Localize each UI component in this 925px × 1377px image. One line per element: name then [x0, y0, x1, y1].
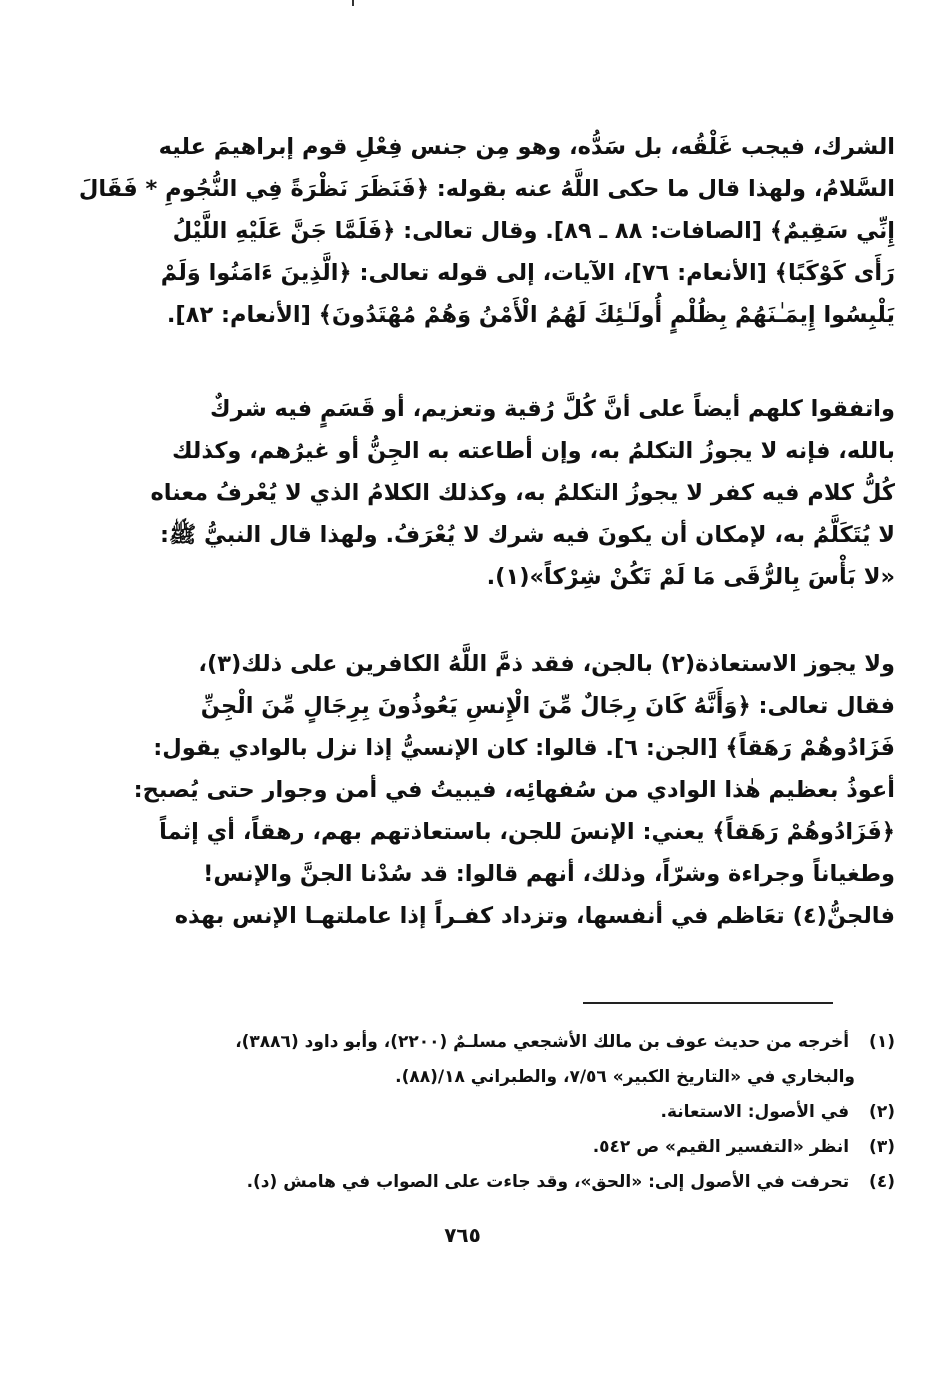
- text-line: فالجنُّ(٤) تعَاظم في أنفسها، وتزداد كفـراً إذا عاملتهـا الإنس بهذه: [174, 903, 895, 929]
- text-line: يَلْبِسُوا إِيمَـٰنَهُمْ بِظُلْمٍ أُولَـٰئِكَ لَهُمُ الْأَمْنُ وَهُمْ مُهْتَدُونَ﴾ [الأنعام: ٨٢].: [166, 302, 895, 328]
- footnote-text: أخرجه من حديث عوف بن مالك الأشجعي مسلـمٌ (٢٢٠٠)، وأبو داود (٣٨٨٦)،: [235, 1032, 850, 1052]
- paragraph-3: [133, 643, 895, 937]
- text-line: لا يُتَكَلَّمُ به، لإمكان أن يكونَ فيه شرك لا يُعْرَفُ. ولهذا قال النبيُّ ﷺ:: [159, 522, 895, 548]
- footnote-divider: [583, 1002, 833, 1004]
- text-line: وطغياناً وجراءة وشرّاً، وذلك، أنهم قالوا: قد سُدْنا الجنَّ والإنس!: [203, 861, 895, 887]
- text-line: «لا بَأْسَ بِالرُّقَى مَا لَمْ تَكُنْ شِرْكاً»(١).: [486, 564, 895, 590]
- text-line: السَّلامُ، ولهذا قال ما حكى اللَّهُ عنه بقوله: ﴿فَنَظَرَ نَظْرَةً فِي النُّجُومِ * فَقَالَ: [78, 176, 895, 202]
- text-line: كُلُّ كلام فيه كفر لا يجوزُ التكلمُ به، وكذلك الكلامُ الذي لا يُعْرفُ معناه: [150, 480, 895, 506]
- text-line: ﴿فَزَادُوهُمْ رَهَقاً﴾ يعني: الإنسَ للجن، باستعاذتهم بهم، رهقاً، أي إثماً: [159, 819, 895, 845]
- footnote-4: [165, 1165, 895, 1200]
- footnote-number: (٤): [869, 1172, 895, 1192]
- text-line: أعوذُ بعظيم هٰذا الوادي من سُفهائِه، فيبيتُ في أمن وجوار حتى يُصبح:: [133, 777, 895, 803]
- footnote-1-continuation: [165, 1060, 895, 1095]
- paragraph-1: [78, 126, 895, 336]
- scan-mark: [352, 0, 354, 6]
- text-line: بالله، فإنه لا يجوزُ التكلمُ به، وإن أطاعته به الجِنُّ أو غيرُهم، وكذلك: [171, 438, 895, 464]
- text-line: الشرك، فيجب غَلْقُه، بل سَدُّه، وهو مِن جنس فِعْلِ قوم إبراهيمَ عليه: [158, 134, 895, 160]
- text-line: ولا يجوز الاستعاذة(٢) بالجن، فقد ذمَّ اللَّهُ الكافرين على ذلك(٣)،: [198, 651, 895, 677]
- footnotes: [165, 1025, 895, 1200]
- footnote-text: تحرفت في الأصول إلى: «الحق»، وقد جاءت على الصواب في هامش (د).: [246, 1172, 850, 1192]
- text-line: فَزَادُوهُمْ رَهَقاً﴾ [الجن: ٦]. قالوا: كان الإنسيُّ إذا نزل بالوادي يقول:: [153, 735, 895, 761]
- paragraph-2: [150, 388, 895, 598]
- footnote-number: (١): [869, 1032, 895, 1052]
- text-line: فقال تعالى: ﴿وَأَنَّهُ كَانَ رِجَالٌ مِّنَ الْإِنسِ يَعُوذُونَ بِرِجَالٍ مِّنَ الْجِنِّ: [200, 693, 895, 719]
- footnote-3: [165, 1130, 895, 1165]
- footnote-number: (٣): [869, 1137, 895, 1157]
- footnote-1: [165, 1025, 895, 1060]
- footnote-2: [165, 1095, 895, 1130]
- footnote-text: انظر «التفسير القيم» ص ٥٤٢.: [592, 1137, 850, 1157]
- footnote-text: في الأصول: الاستعانة.: [660, 1102, 850, 1122]
- text-line: رَأَى كَوْكَبًا﴾ [الأنعام: ٧٦]، الآيات، إلى قوله تعالى: ﴿الَّذِينَ ءَامَنُوا وَلَمْ: [160, 260, 895, 286]
- text-line: واتفقوا كلهم أيضاً على أنَّ كُلَّ رُقية وتعزيم، أو قَسَمٍ فيه شركٌ: [209, 396, 895, 422]
- footnote-text: والبخاري في «التاريخ الكبير» ٧/٥٦، والطبراني ١٨/(٨٨).: [395, 1067, 855, 1087]
- text-line: إِنِّي سَقِيمٌ﴾ [الصافات: ٨٨ ـ ٨٩]. وقال تعالى: ﴿فَلَمَّا جَنَّ عَلَيْهِ اللَّيْلُ: [172, 218, 895, 244]
- footnote-number: (٢): [869, 1102, 895, 1122]
- page-number: ٧٦٥: [444, 1223, 481, 1247]
